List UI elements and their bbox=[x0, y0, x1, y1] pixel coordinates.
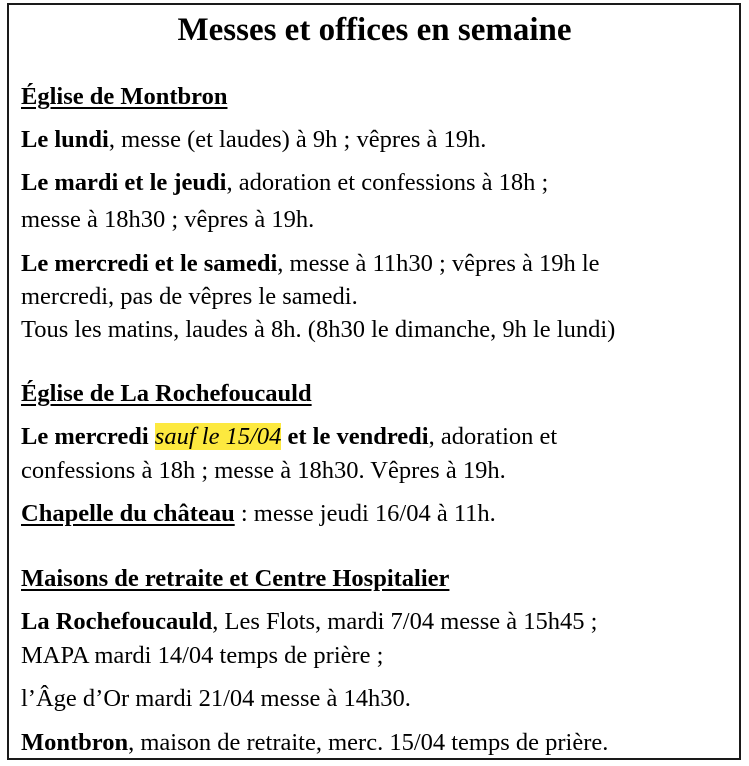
page-title: Messes et offices en semaine bbox=[177, 12, 572, 48]
montbron-mercredi-samedi bbox=[21, 249, 600, 279]
montbron-mardi-jeudi bbox=[21, 168, 548, 198]
section-heading-montbron: Église de Montbron bbox=[21, 83, 228, 110]
place-label: Montbron bbox=[21, 729, 129, 756]
schedule-text: : messe jeudi 16/04 à 11h. bbox=[234, 500, 496, 527]
montbron-mardi-jeudi-line2: messe à 18h30 ; vêpres à 19h. bbox=[21, 206, 315, 233]
chapel-label: Chapelle du château bbox=[21, 500, 235, 527]
schedule-text: , Les Flots, mardi 7/04 messe à 15h45 ; bbox=[212, 608, 598, 635]
day-label: Le lundi bbox=[21, 126, 109, 153]
section-heading-retraite: Maisons de retraite et Centre Hospitalier bbox=[21, 565, 450, 592]
day-label: Le mardi et le jeudi bbox=[21, 169, 227, 196]
retraite-rochefoucauld-line3: l’Âge d’Or mardi 21/04 messe à 14h30. bbox=[21, 685, 411, 712]
montbron-lundi bbox=[21, 125, 486, 155]
rochefoucauld-mercredi-vendredi bbox=[21, 422, 557, 452]
retraite-rochefoucauld-line2: MAPA mardi 14/04 temps de prière ; bbox=[21, 642, 384, 669]
section-heading-rochefoucauld: Église de La Rochefoucauld bbox=[21, 380, 312, 407]
rochefoucauld-mercredi-vendredi-line2: confessions à 18h ; messe à 18h30. Vêpres à 19h. bbox=[21, 457, 506, 484]
highlighted-exception: sauf le 15/04 bbox=[154, 423, 282, 450]
day-label: et le vendredi bbox=[287, 423, 429, 450]
schedule-text: , adoration et confessions à 18h ; bbox=[226, 169, 549, 196]
retraite-montbron bbox=[21, 728, 608, 758]
schedule-text: , adoration et bbox=[428, 423, 558, 450]
day-label: Le mercredi bbox=[21, 423, 149, 450]
schedule-text: , messe (et laudes) à 9h ; vêpres à 19h. bbox=[108, 126, 487, 153]
montbron-laudes: Tous les matins, laudes à 8h. (8h30 le dimanche, 9h le lundi) bbox=[21, 316, 616, 343]
day-label: Le mercredi et le samedi bbox=[21, 250, 278, 277]
place-label: La Rochefoucauld bbox=[21, 608, 213, 635]
schedule-text: , messe à 11h30 ; vêpres à 19h le bbox=[277, 250, 600, 277]
retraite-rochefoucauld bbox=[21, 607, 597, 637]
schedule-text: , maison de retraite, merc. 15/04 temps de prière. bbox=[128, 729, 609, 756]
montbron-mercredi-samedi-line2: mercredi, pas de vêpres le samedi. bbox=[21, 283, 358, 310]
rochefoucauld-chapelle bbox=[21, 499, 496, 529]
